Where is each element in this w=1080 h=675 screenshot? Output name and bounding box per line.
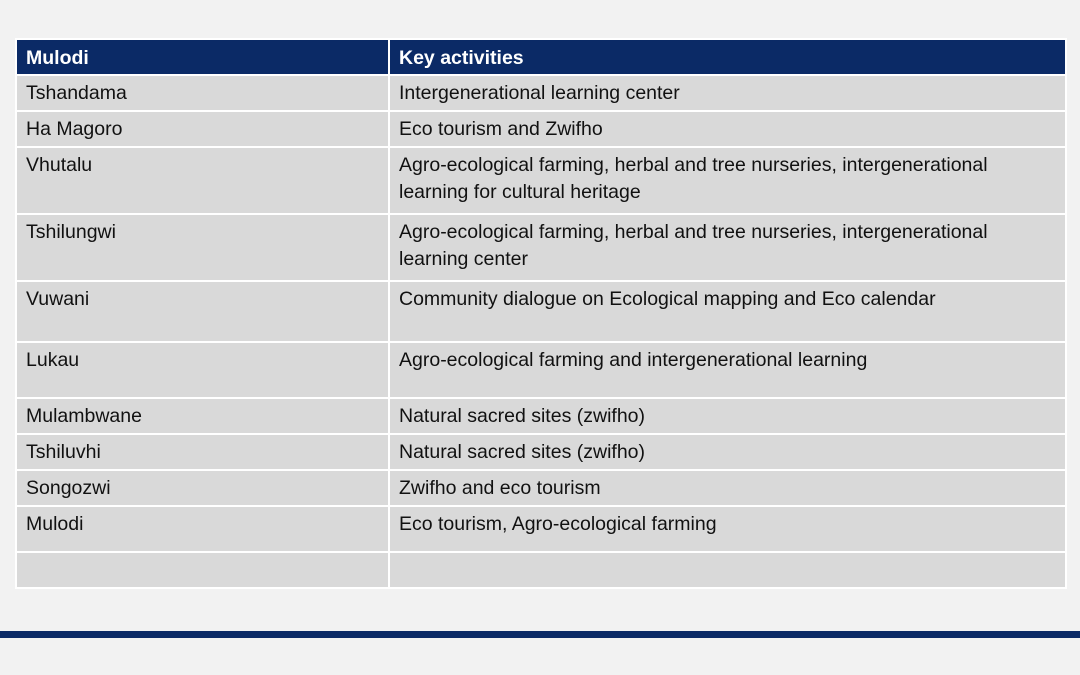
cell-activity: Intergenerational learning center bbox=[389, 75, 1066, 111]
cell-place: Vhutalu bbox=[16, 147, 389, 214]
cell-activity: Eco tourism, Agro-ecological farming bbox=[389, 506, 1066, 552]
cell-place: Vuwani bbox=[16, 281, 389, 342]
cell-activity: Community dialogue on Ecological mapping and Eco calendar bbox=[389, 281, 1066, 342]
cell-place: Songozwi bbox=[16, 470, 389, 506]
table-row bbox=[16, 506, 1066, 552]
table-row bbox=[16, 147, 1066, 214]
table-row bbox=[16, 111, 1066, 147]
table-row bbox=[16, 434, 1066, 470]
cell-activity bbox=[389, 552, 1066, 588]
cell-place: Lukau bbox=[16, 342, 389, 398]
table-header-row bbox=[16, 39, 1066, 75]
cell-place: Mulodi bbox=[16, 506, 389, 552]
cell-place bbox=[16, 552, 389, 588]
cell-place: Tshiluvhi bbox=[16, 434, 389, 470]
table-row bbox=[16, 214, 1066, 281]
cell-activity: Natural sacred sites (zwifho) bbox=[389, 398, 1066, 434]
table-row bbox=[16, 470, 1066, 506]
header-mulodi: Mulodi bbox=[16, 39, 389, 75]
table-row bbox=[16, 342, 1066, 398]
cell-activity: Eco tourism and Zwifho bbox=[389, 111, 1066, 147]
table-row bbox=[16, 281, 1066, 342]
table-row-empty bbox=[16, 552, 1066, 588]
header-key-activities: Key activities bbox=[389, 39, 1066, 75]
cell-place: Mulambwane bbox=[16, 398, 389, 434]
cell-activity: Natural sacred sites (zwifho) bbox=[389, 434, 1066, 470]
table-row bbox=[16, 398, 1066, 434]
cell-place: Tshandama bbox=[16, 75, 389, 111]
cell-activity: Agro-ecological farming and intergenerational learning bbox=[389, 342, 1066, 398]
cell-place: Ha Magoro bbox=[16, 111, 389, 147]
cell-activity: Agro-ecological farming, herbal and tree nurseries, intergenerational learning center bbox=[389, 214, 1066, 281]
footer-bar bbox=[0, 631, 1080, 638]
cell-place: Tshilungwi bbox=[16, 214, 389, 281]
table-row bbox=[16, 75, 1066, 111]
activities-table bbox=[15, 38, 1067, 589]
cell-activity: Agro-ecological farming, herbal and tree nurseries, intergenerational learning for cultural heritage bbox=[389, 147, 1066, 214]
cell-activity: Zwifho and eco tourism bbox=[389, 470, 1066, 506]
